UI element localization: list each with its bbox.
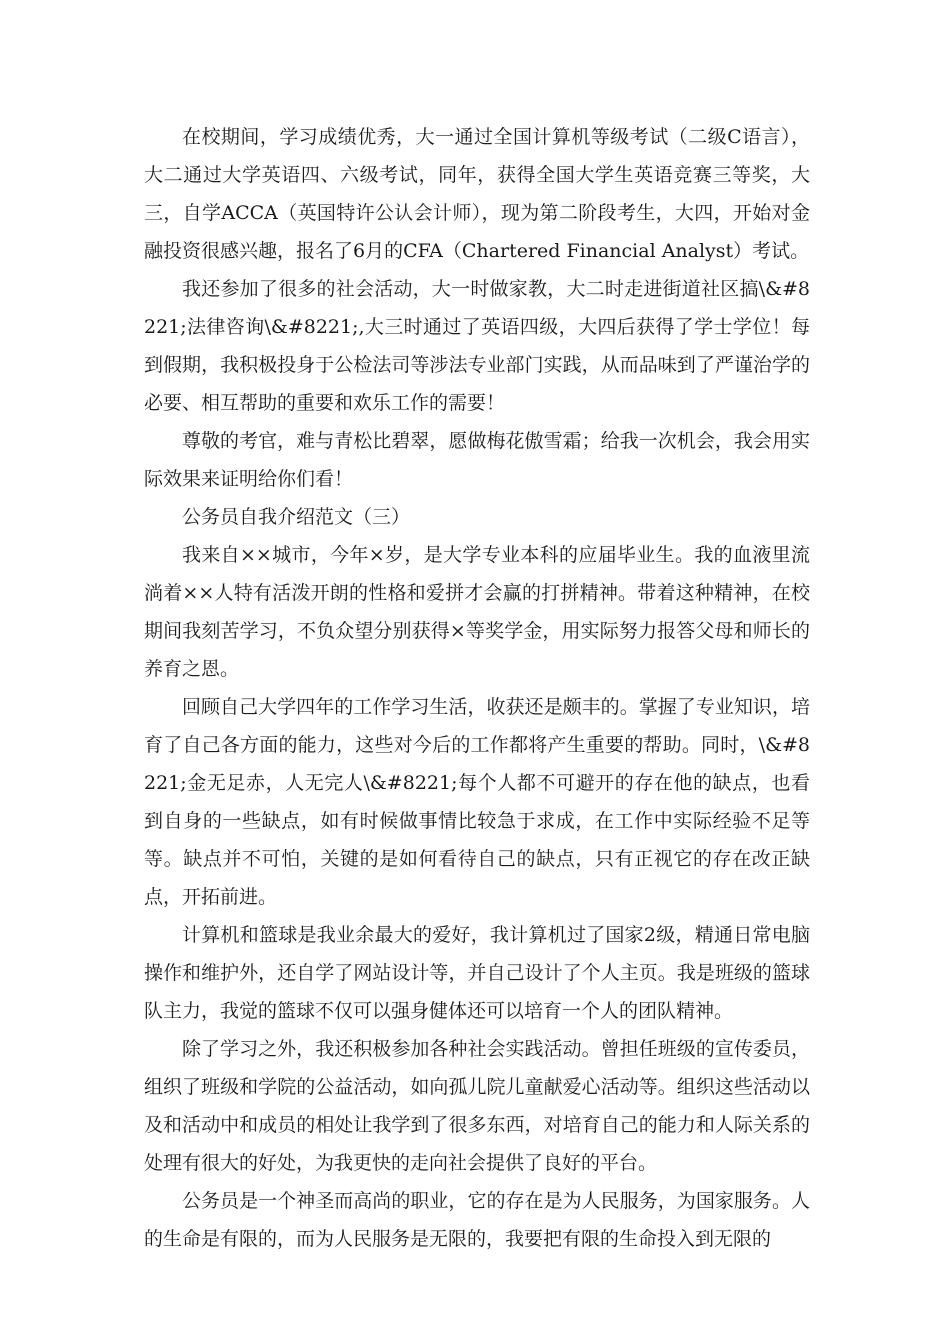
section-heading: 公务员自我介绍范文（三） <box>182 506 411 528</box>
paragraph-hobbies: 计算机和篮球是我业余最大的爱好，我计算机过了国家2级，精通日常电脑操作和维护外，还自学了网站设计等，并自己设计了个人主页。我是班级的篮球队主力，我觉的篮球不仅可以强身健体还可以培育一个人的团队精神。 <box>144 924 810 1022</box>
paragraph-civil-service: 公务员是一个神圣而高尚的职业，它的存在是为人民服务，为国家服务。人的生命是有限的，而为人民服务是无限的，我要把有限的生命投入到无限的 <box>144 1190 810 1250</box>
paragraph-closing-appeal: 尊敬的考官，难与青松比碧翠，愿做梅花傲雪霜；给我一次机会，我会用实际效果来证明给你们看！ <box>144 430 810 490</box>
paragraph-self-review: 回顾自己大学四年的工作学习生活，收获还是颇丰的。掌握了专业知识，培育了自己各方面的能力，这些对今后的工作都将产生重要的帮助。同时，\&#8221;金无足赤，人无完人\&#8221;每个人都不可避开的存在他的缺点，也看到自身的一些缺点，如有时候做事情比较急于求成，在工作中实际经验不足等等。缺点并不可怕，关键的是如何看待自己的缺点，只有正视它的存在改正缺点，开拓前进。 <box>144 696 810 908</box>
paragraph-social-activities: 我还参加了很多的社会活动，大一时做家教，大二时走进街道社区搞\&#8221;法律咨询\&#8221;,大三时通过了英语四级，大四后获得了学士学位！每到假期，我积极投身于公检法司等涉法专业部门实践，从而品味到了严谨治学的必要、相互帮助的重要和欢乐工作的需要！ <box>144 278 810 414</box>
document-body <box>144 118 810 1258</box>
paragraph-background: 我来自××城市，今年×岁，是大学专业本科的应届毕业生。我的血液里流淌着××人特有活泼开朗的性格和爱拼才会赢的打拼精神。带着这种精神，在校期间我刻苦学习，不负众望分别获得×等奖学金，用实际努力报答父母和师长的养育之恩。 <box>144 544 810 680</box>
paragraph-academic-record: 在校期间，学习成绩优秀，大一通过全国计算机等级考试（二级C语言），大二通过大学英语四、六级考试，同年，获得全国大学生英语竞赛三等奖，大三，自学ACCA（英国特许公认会计师），现为第二阶段考生，大四，开始对金融投资很感兴趣，报名了6月的CFA（Chartered Financial Analyst）考试。 <box>144 126 810 262</box>
paragraph-practice: 除了学习之外，我还积极参加各种社会实践活动。曾担任班级的宣传委员，组织了班级和学院的公益活动，如向孤儿院儿童献爱心活动等。组织这些活动以及和活动中和成员的相处让我学到了很多东西，对培育自己的能力和人际关系的处理有很大的好处，为我更快的走向社会提供了良好的平台。 <box>144 1038 810 1174</box>
